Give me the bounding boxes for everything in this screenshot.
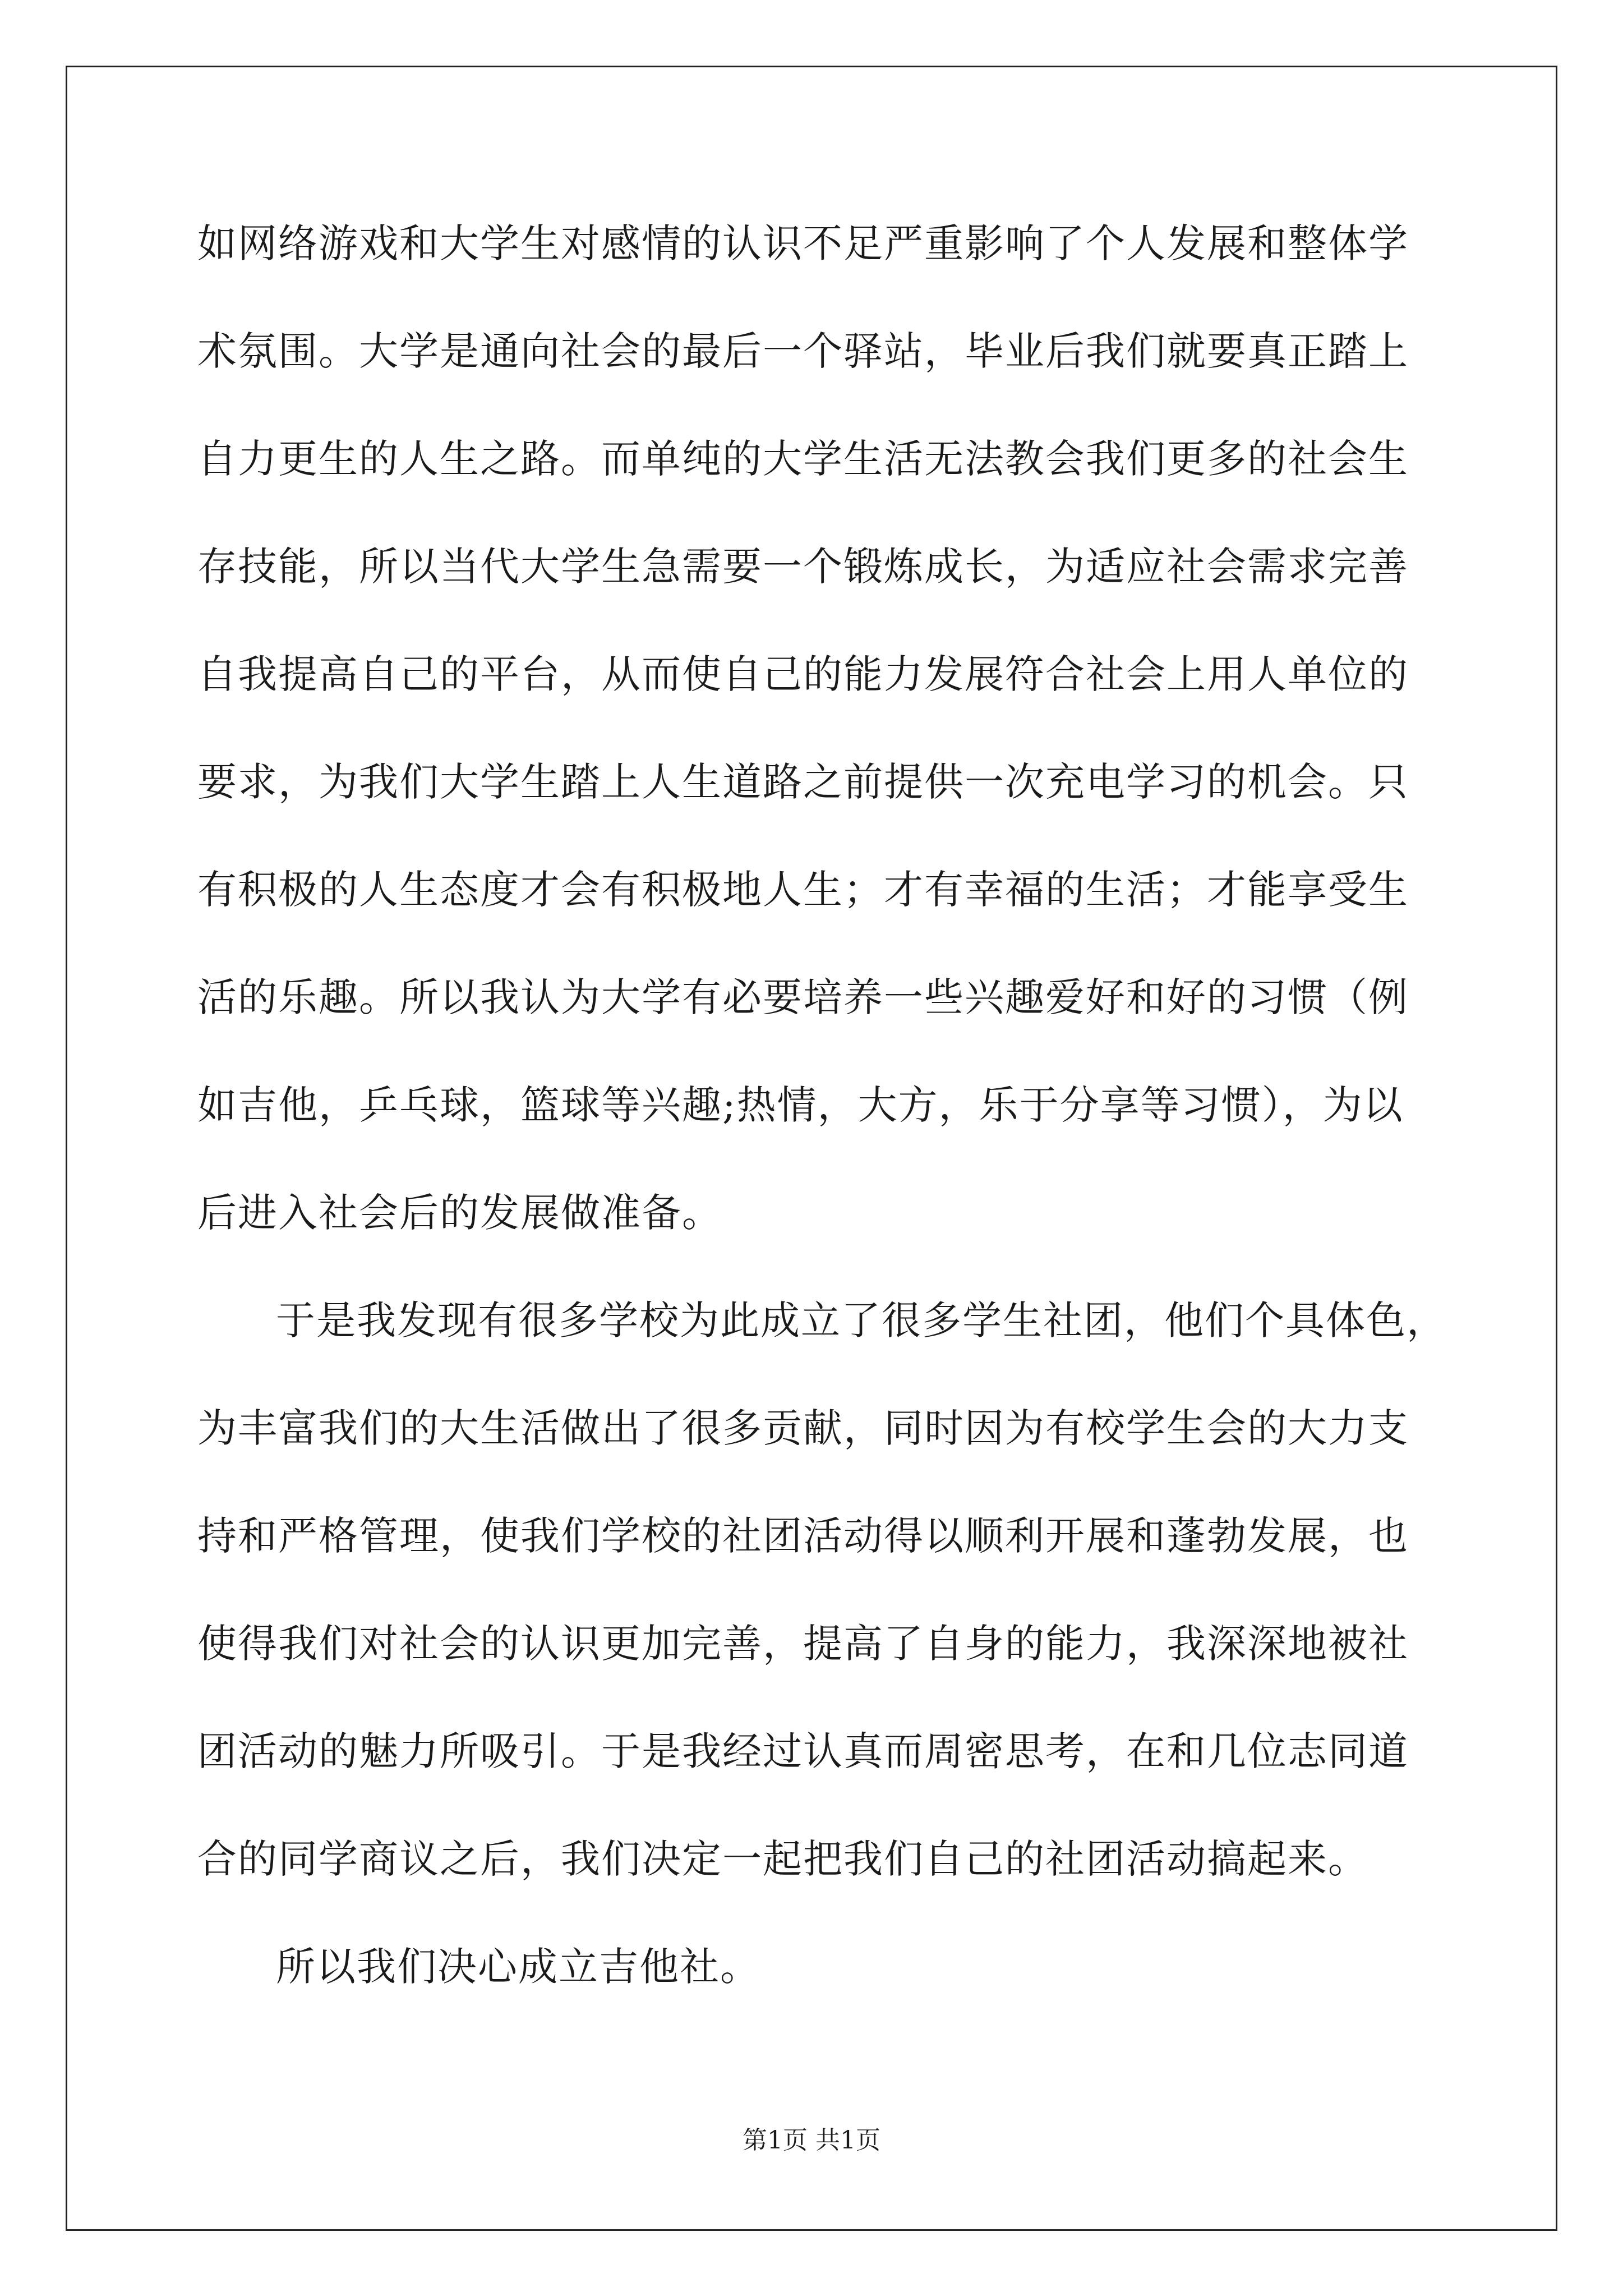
paragraph-line: 术氛围。大学是通向社会的最后一个驿站，毕业后我们就要真正踏上 <box>197 328 1409 374</box>
paragraph-line: 为丰富我们的大生活做出了很多贡献，同时因为有校学生会的大力支 <box>197 1405 1409 1451</box>
paragraph-line: 自我提高自己的平台，从而使自己的能力发展符合社会上用人单位的 <box>197 651 1409 697</box>
paragraph-line: 有积极的人生态度才会有积极地人生；才有幸福的生活；才能享受生 <box>197 867 1409 913</box>
paragraph-line: 所以我们决心成立吉他社。 <box>276 1944 760 1990</box>
paragraph-line: 于是我发现有很多学校为此成立了很多学生社团，他们个具体色， <box>276 1297 1447 1343</box>
paragraph-line: 合的同学商议之后，我们决定一起把我们自己的社团活动搞起来。 <box>197 1836 1368 1882</box>
paragraph-line: 自力更生的人生之路。而单纯的大学生活无法教会我们更多的社会生 <box>197 436 1409 482</box>
page-footer: 第1页 共1页 <box>743 2126 880 2155</box>
paragraph-line: 持和严格管理，使我们学校的社团活动得以顺利开展和蓬勃发展，也 <box>197 1513 1409 1559</box>
document-body <box>197 214 1447 2045</box>
paragraph-line: 后进入社会后的发展做准备。 <box>197 1190 722 1236</box>
paragraph-line: 如网络游戏和大学生对感情的认识不足严重影响了个人发展和整体学 <box>197 220 1409 266</box>
paragraph-line: 团活动的魅力所吸引。于是我经过认真而周密思考，在和几位志同道 <box>197 1728 1409 1774</box>
paragraph-line: 要求，为我们大学生踏上人生道路之前提供一次充电学习的机会。只 <box>197 759 1409 805</box>
paragraph-line: 使得我们对社会的认识更加完善，提高了自身的能力，我深深地被社 <box>197 1621 1409 1667</box>
paragraph-line: 如吉他，乒乓球，篮球等兴趣;热情，大方，乐于分享等习惯），为以 <box>197 1082 1404 1128</box>
paragraph-line: 存技能，所以当代大学生急需要一个锻炼成长，为适应社会需求完善 <box>197 544 1409 590</box>
paragraph-line: 活的乐趣。所以我认为大学有必要培养一些兴趣爱好和好的习惯（例 <box>197 974 1409 1020</box>
